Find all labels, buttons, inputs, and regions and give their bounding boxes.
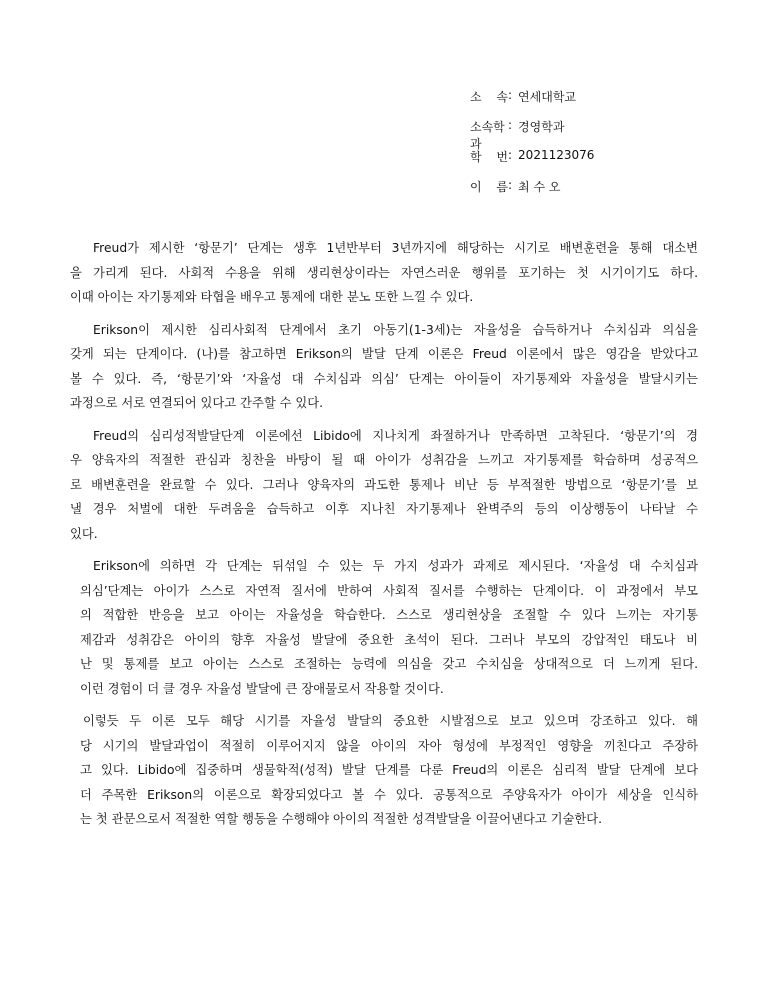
text-line: 을 가리게 된다. 사회적 수용을 위해 생리현상이라는 자연스러운 행위를 포기하는 첫 시기이기도 하다. [70, 265, 698, 280]
info-label [470, 118, 508, 151]
text-line: 낼 경우 처벌에 대한 두려움을 습득하고 이후 지나친 자기통제나 완벽주의 등의 이상행동이 나타날 수 [70, 502, 698, 516]
text-line: 이런 경험이 더 클 경우 자율성 발달에 큰 장애물로서 작용할 것이다. [80, 681, 444, 696]
info-label-char: 름 [496, 180, 508, 194]
info-label [470, 178, 508, 208]
info-value: 2021123076 [518, 148, 595, 162]
info-row-department [470, 118, 594, 151]
info-row-student-id [470, 148, 594, 178]
colon: : [508, 178, 513, 192]
colon: : [508, 88, 513, 102]
info-row-name [470, 178, 594, 208]
text-line: 의 적합한 반응을 보고 아이는 자율성을 학습한다. 스스로 생리현상을 조절할 수 있다 느끼는 자기통 [80, 608, 698, 622]
text-line: 우 양육자의 적절한 관심과 칭찬을 바탕이 될 때 아이가 성취감을 느끼고 자기통제를 학습하며 성공적으 [70, 453, 698, 467]
text-line: Freud의 심리성적발달단계 이론에선 Libido에 지나치게 좌절하거나 만족하면 고착된다. ‘항문기’의 경 [93, 428, 698, 443]
paragraph-2 [70, 320, 698, 418]
info-label-char: 이 [470, 180, 482, 194]
text-line: 과정으로 서로 연결되어 있다고 간주할 수 있다. [70, 396, 324, 410]
text-line: Freud가 제시한 ‘항문기’ 단계는 생후 1년반부터 3년까지에 해당하는 시기로 배변훈련을 통해 대소변 [93, 241, 698, 255]
info-value: 최 수 오 [518, 180, 561, 194]
text-line: 로 배변훈련을 완료할 수 있다. 그러나 양육자의 과도한 통제나 비난 등 부적절한 방법으로 ‘항문기’를 보 [70, 477, 698, 492]
info-label [470, 148, 508, 178]
info-label-char: 번 [496, 150, 508, 164]
text-line: 볼 수 있다. 즉, ‘항문기’와 ‘자율성 대 수치심과 의심’ 단계는 아이들이 자기통제와 자율성을 발달시키는 [70, 371, 698, 386]
info-label-char: 소속학과 [470, 120, 505, 151]
colon: : [508, 148, 513, 162]
text-line: 당 시기의 발달과업이 적절히 이루어지지 않을 아이의 자아 형성에 부정적인 영향을 끼친다고 주장하 [80, 738, 698, 753]
text-line: 난 및 통제를 보고 아이는 스스로 조절하는 능력에 의심을 갖고 수치심을 상대적으로 더 느끼게 된다. [80, 657, 698, 671]
info-value: 연세대학교 [518, 90, 577, 104]
text-line: Erikson에 의하면 각 단계는 뒤섞일 수 있는 두 가지 성과가 과제로 제시된다. ‘자율성 대 수치심과 [93, 559, 698, 573]
text-line: 고 있다. Libido에 집중하며 생물학적(성적) 발달 단계를 다룬 Freud의 이론은 심리적 발달 단계에 보다 [80, 763, 698, 777]
colon: : [508, 118, 513, 132]
info-value: 경영학과 [518, 120, 565, 134]
info-label-char: 소 [470, 90, 482, 104]
paragraph-3 [70, 426, 698, 549]
text-line: 의심’단계는 아이가 스스로 자연적 질서에 반하여 사회적 질서를 수행하는 단계이다. 이 과정에서 부모 [80, 583, 698, 598]
info-row-affiliation [470, 88, 594, 118]
paragraph-5 [80, 711, 698, 834]
info-label-char: 속 [496, 90, 508, 104]
student-info [470, 88, 594, 208]
text-line: 더 주목한 Erikson의 이론으로 확장되었다고 볼 수 있다. 공통적으로 주양육자가 아이가 세상을 인식하 [80, 787, 698, 802]
text-line: 있다. [70, 526, 98, 541]
text-line: Erikson이 제시한 심리사회적 단계에서 초기 아동기(1-3세)는 자율성을 습득하거나 수치심과 의심을 [93, 322, 698, 337]
text-line: 갖게 되는 단계이다. (나)를 참고하면 Erikson의 발달 단계 이론은 Freud 이론에서 많은 영감을 받았다고 [70, 347, 698, 361]
paragraph-1 [70, 238, 698, 312]
info-label-char: 학 [470, 150, 482, 164]
info-label [470, 88, 508, 118]
text-line: 이렇듯 두 이론 모두 해당 시기를 자율성 발달의 중요한 시발점으로 보고 있으며 강조하고 있다. 해 [83, 714, 698, 728]
text-line: 이때 아이는 자기통제와 타협을 배우고 통제에 대한 분노 또한 느낄 수 있다. [70, 290, 474, 304]
paragraph-4 [80, 556, 698, 703]
text-line: 제감과 성취감은 아이의 향후 자율성 발달에 중요한 초석이 된다. 그러나 부모의 강압적인 태도나 비 [80, 632, 698, 647]
text-line: 는 첫 관문으로서 적절한 역할 행동을 수행해야 아이의 적절한 성격발달을 이끌어낸다고 기술한다. [80, 812, 603, 826]
